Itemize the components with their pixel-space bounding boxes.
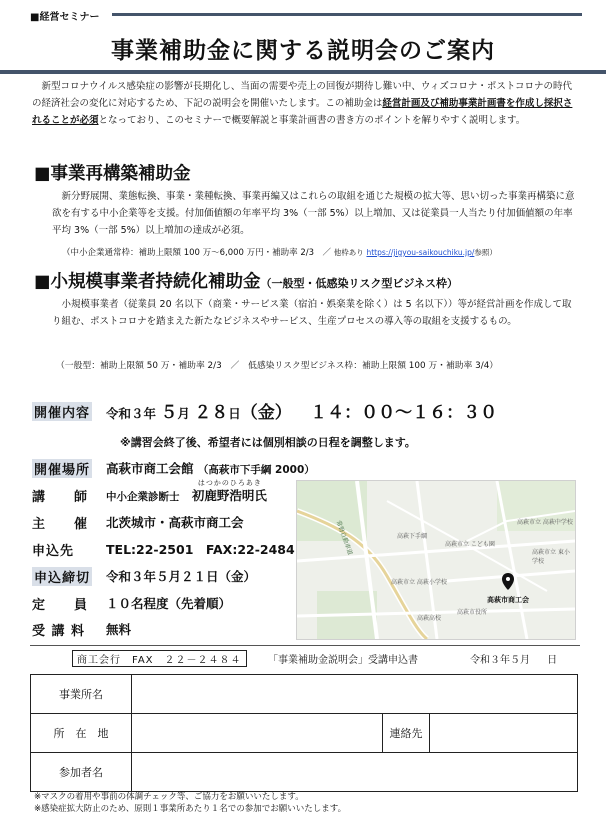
apply-label: 申込先 (32, 544, 75, 559)
date-day: ２８ (194, 403, 229, 423)
intro-text-1: 新型コロナウイルス感染症の影響が長期化し、当面の需要や売上の回復が期待し難い中、ウィズコロナ・ポストコロナの時代の経済社会の変化に対応するため、下記の説明会を開催いたします。この補助金は (32, 81, 572, 109)
intro-text-2: となっており、このセミナーで概要解説と事業計画書の書き方のポイントを解りやすく説明します。 (98, 115, 526, 126)
event-time: １４：００～１６：３０ (310, 403, 498, 423)
restructuring-note-extra: 他枠あり (333, 248, 364, 257)
participant-name-label: 参加者名 (31, 753, 132, 792)
small-business-note: （一般型：補助上限額 50 万・補助率 2/3 ／ 低感染リスク型ビジネス枠：補助上限額 100 万・補助率 3/4） (56, 361, 499, 371)
page-title: 事業補助金に関する説明会のご案内 (111, 38, 495, 64)
company-name-label: 事業所名 (31, 675, 132, 714)
restructuring-url-link[interactable]: https://jigyou-saikouchiku.jp/ (366, 248, 475, 257)
venue-label: 開催場所 (32, 459, 92, 478)
date-month-unit: 月 (177, 406, 190, 421)
section-tagline: ■経営セミナー (30, 12, 100, 23)
fee-label: 受 講 料 (32, 624, 86, 639)
map-place-label: 高萩市立 高萩小学校 (391, 579, 447, 586)
section-body-small-business (52, 296, 580, 330)
address-label: 所 在 地 (31, 714, 132, 753)
host-value: 北茨城市・高萩市商工会 (106, 515, 244, 530)
section-heading-restructuring: ■事業再構築補助金 (34, 164, 191, 184)
lecturer-ruby: はつかのひろあき (197, 479, 262, 487)
footnote-capacity: ※感染症拡大防止のため、原則１事業所あたり１名での参加でお願いいたします。 (34, 804, 347, 814)
footnote-mask: ※マスクの着用や事前の体調チェック等、ご協力をお願いいたします。 (34, 792, 304, 802)
header-rule (112, 13, 582, 16)
event-date (106, 398, 497, 423)
form-date: 令和３年５月 日 (470, 655, 558, 666)
small-business-heading-main: ■小規模事業者持続化補助金 (34, 272, 261, 292)
participant-name-field[interactable] (132, 753, 578, 792)
restructuring-note (62, 246, 592, 258)
application-form-table (30, 674, 578, 792)
small-business-heading-sub: （一般型・低感染リスク型ビジネス枠） (260, 277, 458, 290)
capacity-label: 定 員 (32, 598, 89, 613)
apply-value: TEL:22-2501 FAX:22-2484 (106, 542, 295, 557)
venue-map (296, 480, 576, 640)
intro-paragraph (32, 78, 580, 129)
company-name-field[interactable] (132, 675, 578, 714)
table-row (31, 753, 578, 792)
date-day-unit: 日 (228, 406, 241, 421)
table-row (31, 675, 578, 714)
form-fax-box: 商工会行 FAX ２２－２４８４ (72, 650, 247, 667)
small-business-body-text: 小規模事業者（従業員 20 名以下（商業・サービス業（宿泊・娯楽業を除く）は 5 名以下））等が経営計画を作成して取り組む、ポストコロナを踏まえた新たなビジネスやサービス、生産プロセスの導入等の取組を支援するもの。 (52, 299, 572, 327)
map-place-label: 高萩高校 (417, 615, 442, 622)
intro-emphasis: 経営計画及び補助事業計画書を作成し採択されることが必須 (32, 98, 573, 126)
host-label: 主 催 (32, 517, 89, 532)
venue-address: （高萩市下手綱 2000） (197, 464, 315, 476)
contact-field[interactable] (430, 714, 578, 753)
restructuring-note-end: 参照） (474, 248, 497, 257)
deadline-value: 令和３年５月２１日（金） (106, 569, 257, 584)
date-weekday: （金） (240, 403, 292, 423)
lecturer-title: 中小企業診断士 (106, 491, 180, 503)
form-title: 「事業補助金説明会」受講申込書 (268, 655, 418, 666)
map-place-label: 高萩下手綱 (397, 533, 428, 540)
restructuring-note-text: （中小企業通常枠：補助上限額 100 万～6,000 万円・補助率 2/3 ／ (62, 248, 332, 258)
map-place-label: 高萩市立 東小学校 (532, 549, 570, 565)
lecturer-name: 初鹿野浩明氏 (191, 488, 267, 503)
table-row (31, 714, 578, 753)
map-road-label: 常磐自動車道 (334, 519, 354, 556)
date-prefix: 令和３年 (106, 406, 157, 421)
form-divider (30, 645, 580, 646)
venue-name: 高萩市商工会館 (106, 461, 194, 476)
map-place-label: 高萩市立 こども園 (445, 541, 495, 548)
venue-value (106, 459, 315, 477)
consultation-notice: ※講習会終了後、希望者には個別相談の日程を調整します。 (120, 436, 416, 449)
date-label: 開催内容 (32, 402, 92, 421)
fee-value: 無料 (106, 622, 132, 637)
lecturer-label: 講 師 (32, 490, 89, 505)
capacity-value: １０名程度（先着順） (106, 596, 232, 611)
section-heading-small-business (34, 268, 458, 293)
deadline-label: 申込締切 (32, 567, 92, 586)
map-place-label: 高萩市立 高萩中学校 (517, 519, 573, 526)
contact-label: 連絡先 (383, 714, 430, 753)
section-body-restructuring (52, 188, 580, 239)
lecturer-value (106, 479, 267, 504)
map-marker-label: 高萩市商工会 (487, 596, 529, 604)
restructuring-body-text: 新分野展開、業態転換、事業・業種転換、事業再編又はこれらの取組を通じた規模の拡大等、思い切った事業再構築に意欲を有する中小企業等を支援。付加価値額の年率平均 3%（一部 5%）以上増加、又は従業員一人当たり付加価値額の年率平均 3%（一部 5%）以上増加の達成が必須。 (52, 191, 575, 236)
title-rule (0, 70, 606, 74)
address-field[interactable] (132, 714, 383, 753)
map-place-label: 高萩市役所 (457, 609, 488, 616)
date-month: ５ (160, 403, 178, 423)
